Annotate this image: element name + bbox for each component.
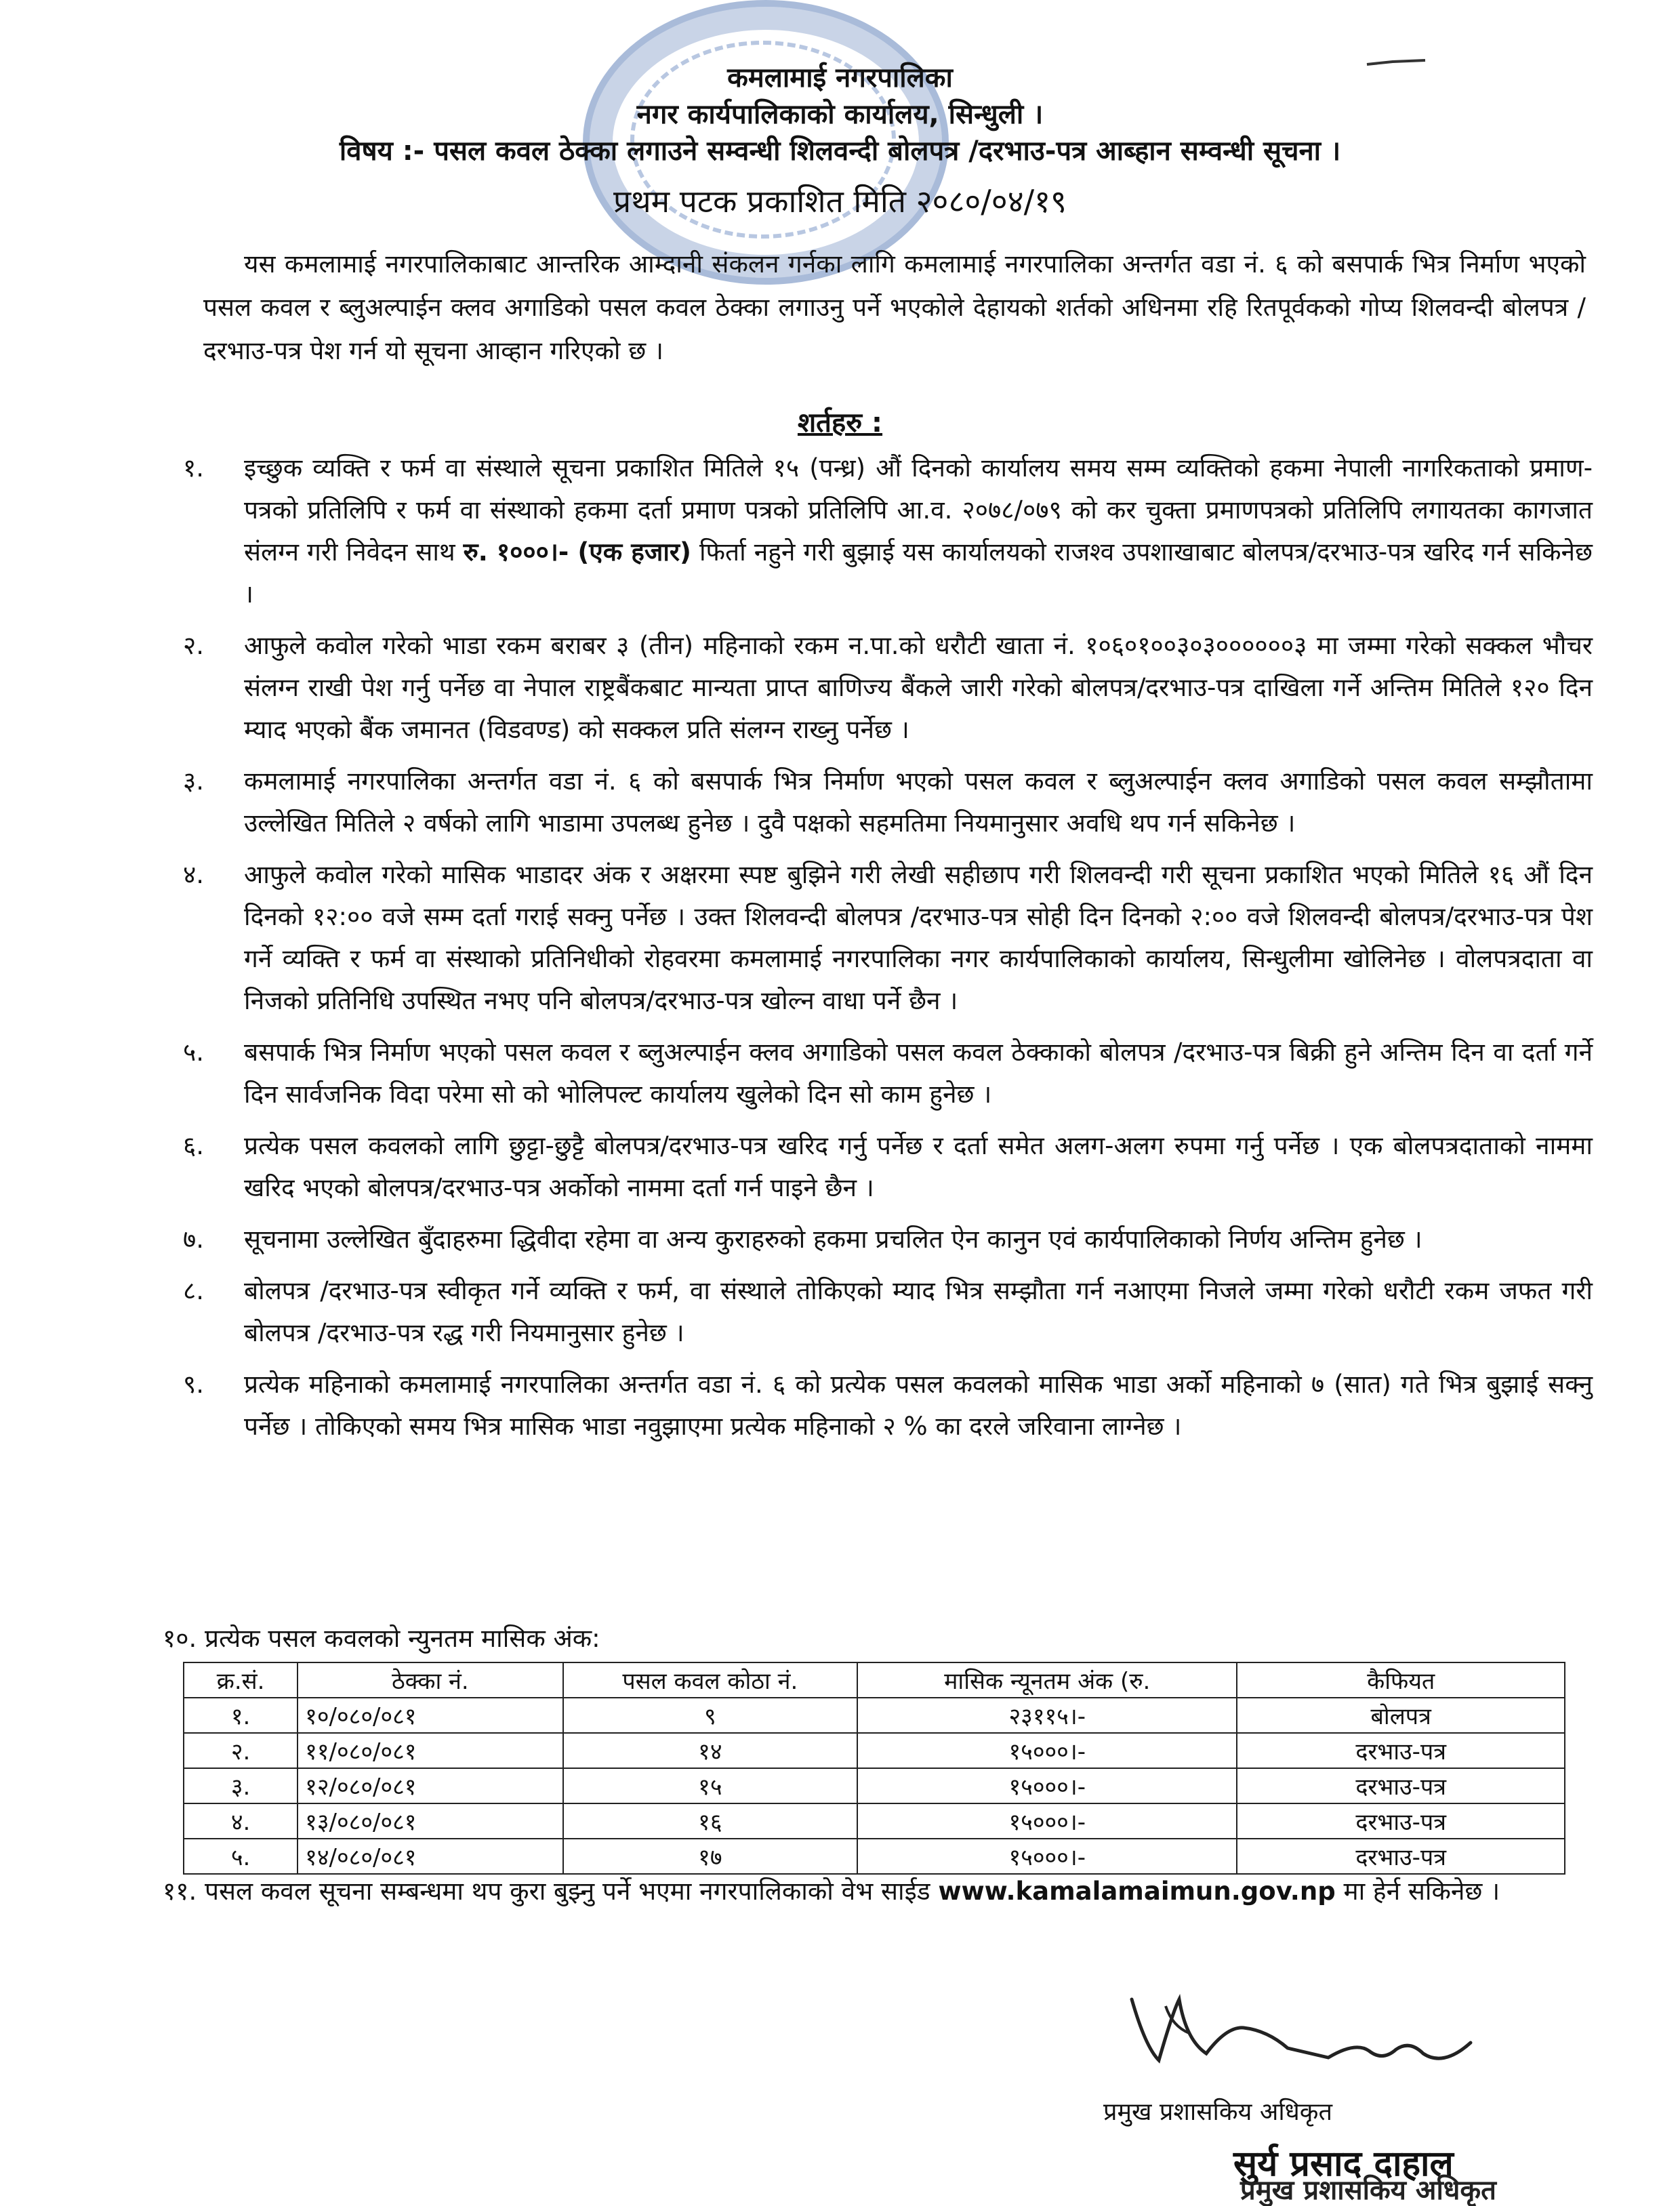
cell-room-no: १४ — [563, 1733, 857, 1768]
term-text — [244, 1125, 1593, 1209]
term-text — [244, 854, 1593, 1022]
cell-serial: १. — [184, 1698, 298, 1733]
table-row — [184, 1803, 1565, 1839]
website-link[interactable]: www.kamalamaimun.gov.np — [938, 1877, 1336, 1906]
term-text — [244, 1270, 1593, 1354]
term-body: बसपार्क भित्र निर्माण भएको पसल कवल र ब्लुअल्पाईन क्लव अगाडिको पसल कवल ठेक्काको बोलपत्र /दरभाउ-पत्र बिक्री हुने अन्तिम दिन वा दर्ता गर्ने दिन सार्वजनिक विदा परेमा सो को भोलिपल्ट कार्यालय खुलेको दिन सो काम हुनेछ । — [244, 1038, 1593, 1109]
col-serial: क्र.सं. — [184, 1662, 298, 1698]
cell-serial: २. — [184, 1733, 298, 1768]
term-text — [244, 625, 1593, 751]
table-body — [184, 1698, 1565, 1874]
cell-remarks: बोलपत्र — [1237, 1698, 1565, 1733]
cell-remarks: दरभाउ-पत्र — [1237, 1768, 1565, 1803]
term-body: इच्छुक व्यक्ति र फर्म वा संस्थाले सूचना प्रकाशित मितिले १५ (पन्ध्र) औं दिनको कार्यालय समय सम्म व्यक्तिको हकमा नेपाली नागरिकताको प्रमाण-पत्रको प्रतिलिपि र फर्म वा संस्थाको हकमा दर्ता प्रमाण पत्रको प्रतिलिपि आ.व. २०७८/०७९ को कर चुक्ता प्रमाणपत्रको प्रतिलिपि लगायतका कागजात संलग्न गरी निवेदन साथ — [244, 453, 1593, 567]
term-number: ९. — [183, 1370, 205, 1399]
notice-subject: विषय :- पसल कवल ठेक्का लगाउने सम्वन्धी शिलवन्दी बोलपत्र /दरभाउ-पत्र आब्हान सम्वन्धी सूचना । — [339, 136, 1341, 167]
term-number: २. — [183, 631, 205, 660]
term-text — [244, 1031, 1593, 1116]
term-item — [176, 1270, 1593, 1354]
designation-stamp: प्रमुख प्रशासकिय अधिकृत — [1240, 2175, 1496, 2206]
term-item — [176, 1125, 1593, 1209]
term-item — [176, 1219, 1593, 1261]
term-item — [176, 1364, 1593, 1448]
col-contract-no: ठेक्का नं. — [298, 1662, 563, 1698]
cell-serial: ३. — [184, 1768, 298, 1803]
cell-contract-no: १२/०८०/०८१ — [298, 1768, 563, 1803]
term-number: ३. — [183, 767, 205, 796]
term-body-end: फिर्ता नहुने गरी बुझाई यस कार्यालयको राजश्व उपशाखाबाट बोलपत्र/दरभाउ-पत्र खरिद गर्न सकिनेछ । — [244, 537, 1593, 609]
term-body: आफुले कवोल गरेको भाडा रकम बराबर ३ (तीन) महिनाको रकम न.पा.को धरौटी खाता नं. १०६०१००३०३००००००३ मा जम्मा गरेको सक्कल भौचर संलग्न राखी पेश गर्नु पर्नेछ वा नेपाल राष्ट्रबैंकबाट मान्यता प्राप्त बाणिज्य बैंकले जारी गरेको बोलपत्र/दरभाउ-पत्र दाखिला गर्ने अन्तिम मितिले १२० दिन म्याद भएको बैंक जमानत (विडवण्ड) को सक्कल प्रति संलग्न राख्नु पर्नेछ । — [244, 631, 1593, 744]
term-text — [244, 760, 1593, 844]
term-body: सूचनामा उल्लेखित बुँदाहरुमा द्धिवीदा रहेमा वा अन्य कुराहरुको हकमा प्रचलित ऐन कानुन एवं कार्यपालिकाको निर्णय अन्तिम हुनेछ । — [244, 1225, 1422, 1254]
notice-header — [0, 60, 1680, 224]
cell-contract-no: १३/०८०/०८१ — [298, 1803, 563, 1839]
col-remarks: कैफियत — [1237, 1662, 1565, 1698]
col-min-amount: मासिक न्यूनतम अंक (रु. — [857, 1662, 1237, 1698]
office-name: कमलामाई नगरपालिका — [727, 62, 953, 94]
table-row — [184, 1733, 1565, 1768]
cell-room-no: ९ — [563, 1698, 857, 1733]
cell-contract-no: ११/०८०/०८१ — [298, 1733, 563, 1768]
term-number: ६. — [183, 1131, 205, 1160]
publish-date: प्रथम पटक प्रकाशित मिति २०८०/०४/१९ — [613, 183, 1067, 220]
term-10-label: १०. प्रत्येक पसल कवलको न्युनतम मासिक अंक: — [163, 1624, 600, 1653]
terms-list — [176, 447, 1593, 1457]
term-item — [176, 760, 1593, 844]
table-header-row — [184, 1662, 1565, 1698]
cell-contract-no: १४/०८०/०८१ — [298, 1839, 563, 1874]
term-item — [176, 447, 1593, 615]
term-item — [176, 625, 1593, 751]
term-body: कमलामाई नगरपालिका अन्तर्गत वडा नं. ६ को बसपार्क भित्र निर्माण भएको पसल कवल र ब्लुअल्पाईन क्लव अगाडिको पसल कवल सम्झौतामा उल्लेखित मितिले २ वर्षको लागि भाडामा उपलब्ध हुनेछ । दुवै पक्षको सहमतिमा नियमानुसार अवधि थप गर्न सकिनेछ । — [244, 767, 1593, 838]
intro-paragraph: यस कमलामाई नगरपालिकाबाट आन्तरिक आम्दानी संकलन गर्नका लागि कमलामाई नगरपालिका अन्तर्गत वडा नं. ६ को बसपार्क भित्र निर्माण भएको पसल कवल र ब्लुअल्पाईन क्लव अगाडिको पसल कवल ठेक्का लगाउनु पर्ने भएकोले देहायको शर्तको अधिनमा रहि रितपूर्वकको गोप्य शिलवन्दी बोलपत्र /दरभाउ-पत्र पेश गर्न यो सूचना आव्हान गरिएको छ । — [203, 249, 1586, 365]
term-text — [244, 1364, 1593, 1448]
term-number: ७. — [183, 1225, 205, 1254]
table-row — [184, 1839, 1565, 1874]
term-number: १. — [183, 453, 205, 483]
col-room-no: पसल कवल कोठा नं. — [563, 1662, 857, 1698]
term-item — [176, 1031, 1593, 1116]
term-number: ५. — [183, 1038, 205, 1067]
table-row — [184, 1768, 1565, 1803]
term-body: प्रत्येक पसल कवलको लागि छुट्टा-छुट्टै बोलपत्र/दरभाउ-पत्र खरिद गर्नु पर्नेछ र दर्ता समेत अलग-अलग रुपमा गर्नु पर्नेछ । एक बोलपत्रदाताको नाममा खरिद भएको बोलपत्र/दरभाउ-पत्र अर्कोको नाममा दर्ता गर्न पाइने छैन । — [244, 1131, 1593, 1202]
term-11-text: ११. पसल कवल सूचना सम्बन्धमा थप कुरा बुझ्नु पर्ने भएमा नगरपालिकाको वेभ साईड — [163, 1877, 930, 1906]
cell-room-no: १५ — [563, 1768, 857, 1803]
cell-min-amount: २३११५।- — [857, 1698, 1237, 1733]
term-body: बोलपत्र /दरभाउ-पत्र स्वीकृत गर्ने व्यक्ति र फर्म, वा संस्थाले तोकिएको म्याद भित्र सम्झौता गर्न नआएमा निजले जम्मा गरेको धरौटी रकम जफत गरी बोलपत्र /दरभाउ-पत्र रद्ध गरी नियमानुसार हुनेछ । — [244, 1276, 1593, 1347]
cell-min-amount: १५०००।- — [857, 1839, 1237, 1874]
cell-room-no: १६ — [563, 1803, 857, 1839]
cell-min-amount: १५०००।- — [857, 1803, 1237, 1839]
terms-heading: शर्तहरु : — [797, 407, 883, 438]
term-text — [244, 447, 1593, 615]
office-address: नगर कार्यपालिकाको कार्यालय, सिन्धुली । — [636, 99, 1044, 130]
cell-min-amount: १५०००।- — [857, 1733, 1237, 1768]
cell-remarks: दरभाउ-पत्र — [1237, 1839, 1565, 1874]
signer-name: सुर्य प्रसाद दाहाल — [1233, 2143, 1454, 2184]
table-row — [184, 1698, 1565, 1733]
cell-contract-no: १०/०८०/०८१ — [298, 1698, 563, 1733]
term-number: ८. — [183, 1276, 205, 1305]
cell-remarks: दरभाउ-पत्र — [1237, 1733, 1565, 1768]
signature — [1125, 1986, 1477, 2081]
term-fee: रु. १०००।- (एक हजार) — [463, 537, 691, 567]
term-11-text-end: मा हेर्न सकिनेछ । — [1343, 1877, 1500, 1906]
cell-room-no: १७ — [563, 1839, 857, 1874]
term-11 — [163, 1871, 1593, 1913]
cell-serial: ४. — [184, 1803, 298, 1839]
term-item — [176, 854, 1593, 1022]
cell-remarks: दरभाउ-पत्र — [1237, 1803, 1565, 1839]
term-number: ४. — [183, 860, 205, 889]
minimum-rent-table — [183, 1662, 1565, 1875]
cell-serial: ५. — [184, 1839, 298, 1874]
cell-min-amount: १५०००।- — [857, 1768, 1237, 1803]
term-body: आफुले कवोल गरेको मासिक भाडादर अंक र अक्षरमा स्पष्ट बुझिने गरी लेखी सहीछाप गरी शिलवन्दी गरी सूचना प्रकाशित भएको मितिले १६ औं दिन दिनको १२:०० वजे सम्म दर्ता गराई सक्नु पर्नेछ । उक्त शिलवन्दी बोलपत्र /दरभाउ-पत्र सोही दिन दिनको २:०० वजे शिलवन्दी बोलपत्र/दरभाउ-पत्र पेश गर्ने व्यक्ति र फर्म वा संस्थाको प्रतिनिधीको रोहवरमा कमलामाई नगरपालिका नगर कार्यपालिकाको कार्यालय, सिन्धुलीमा खोलिनेछ । वोलपत्रदाता वा निजको प्रतिनिधि उपस्थित नभए पनि बोलपत्र/दरभाउ-पत्र खोल्न वाधा पर्ने छैन । — [244, 860, 1593, 1015]
designation: प्रमुख प्रशासकिय अधिकृत — [1103, 2098, 1332, 2126]
term-text — [244, 1219, 1593, 1261]
term-body: प्रत्येक महिनाको कमलामाई नगरपालिका अन्तर्गत वडा नं. ६ को प्रत्येक पसल कवलको मासिक भाडा अर्को महिनाको ७ (सात) गते भित्र बुझाई सक्नु पर्नेछ । तोकिएको समय भित्र मासिक भाडा नवुझाएमा प्रत्येक महिनाको २ % का दरले जरिवाना लाग्नेछ । — [244, 1370, 1593, 1441]
